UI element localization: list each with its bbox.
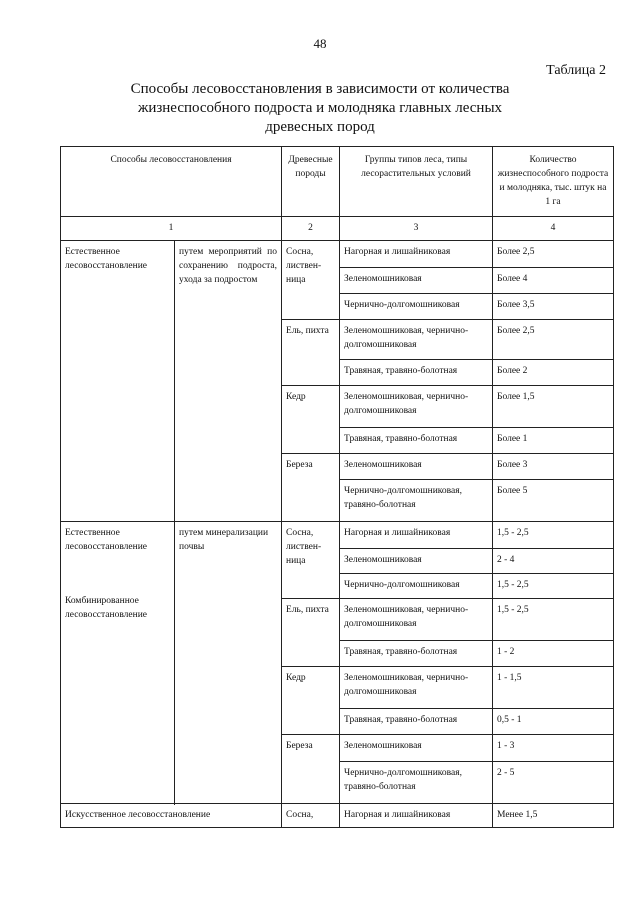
header-forest-types: Группы типов леса, типы лесорастительных условий [340,147,493,217]
forest-type-cell: Зеленомошниковая, чернично-долгомошниковая [340,320,493,360]
quantity-cell: Более 1 [493,428,614,454]
forest-type-cell: Зеленомошниковая [340,735,493,762]
title-line: древесных пород [265,119,375,135]
header-species: Древесные породы [282,147,340,217]
forest-type-cell: Нагорная и лишайниковая [340,804,493,828]
species-cell: Сосна, листвен-ница [282,241,340,320]
column-number: 2 [282,217,340,241]
means-cell: путем минерализации почвы [175,522,282,804]
forest-type-cell: Чернично-долгомошниковая [340,574,493,599]
means-cell: путем мероприятий по сохранению подроста, ухода за подростом [175,241,282,522]
table-label: Таблица 2 [546,63,606,78]
forest-type-cell: Нагорная и лишайниковая [340,522,493,549]
quantity-cell: 1 - 1,5 [493,667,614,709]
forest-type-cell: Травяная, травяно-болотная [340,428,493,454]
quantity-cell: Более 3,5 [493,294,614,320]
table-row [61,804,614,828]
forest-type-cell: Травяная, травяно-болотная [340,360,493,386]
quantity-cell: 2 - 5 [493,762,614,804]
forest-type-cell: Зеленомошниковая, чернично-долгомошниковая [340,599,493,641]
species-cell: Сосна, листвен-ница [282,522,340,599]
title-line: Способы лесовосстановления в зависимости от количества [130,81,510,97]
forest-type-cell: Чернично-долгомошниковая [340,294,493,320]
method-cell: Искусственное лесовосстановление [61,804,282,828]
reforestation-table [60,146,614,828]
quantity-cell: 1,5 - 2,5 [493,599,614,641]
column-number: 1 [61,217,282,241]
quantity-cell: 2 - 4 [493,549,614,574]
quantity-cell: Более 2,5 [493,241,614,268]
quantity-cell: 1 - 2 [493,641,614,667]
forest-type-cell: Зеленомошниковая, чернично-долгомошниковая [340,386,493,428]
column-number: 4 [493,217,614,241]
method-natural: Естественное лесовосстановление [65,528,148,552]
forest-type-cell: Травяная, травяно-болотная [340,709,493,735]
species-cell: Кедр [282,386,340,454]
quantity-cell: Более 2,5 [493,320,614,360]
quantity-cell: Менее 1,5 [493,804,614,828]
quantity-cell: Более 5 [493,480,614,522]
quantity-cell: 1,5 - 2,5 [493,522,614,549]
quantity-cell: Более 4 [493,268,614,294]
quantity-cell: Более 2 [493,360,614,386]
header-methods: Способы лесовосстановления [61,147,282,217]
quantity-cell: 0,5 - 1 [493,709,614,735]
quantity-cell: 1 - 3 [493,735,614,762]
quantity-cell: Более 3 [493,454,614,480]
table-title [0,80,640,137]
forest-type-cell: Чернично-долгомошниковая, травяно-болотная [340,762,493,804]
method-combined: Комбинированное лесовосстановление [65,596,148,620]
quantity-cell: 1,5 - 2,5 [493,574,614,599]
page-number: 48 [313,36,327,51]
table-header-row [61,147,614,217]
species-cell: Ель, пихта [282,599,340,667]
method-cell [61,522,175,804]
table-row [61,241,614,268]
title-line: жизнеспособного подроста и молодняка главных лесных [137,100,503,116]
forest-type-cell: Чернично-долгомошниковая, травяно-болотная [340,480,493,522]
header-quantity: Количество жизнеспособного подроста и молодняка, тыс. штук на 1 га [493,147,614,217]
species-cell: Сосна, [282,804,340,828]
forest-type-cell: Зеленомошниковая [340,549,493,574]
forest-type-cell: Зеленомошниковая [340,454,493,480]
table-row [61,522,614,549]
forest-type-cell: Травяная, травяно-болотная [340,641,493,667]
forest-type-cell: Нагорная и лишайниковая [340,241,493,268]
forest-type-cell: Зеленомошниковая, чернично-долгомошниковая [340,667,493,709]
species-cell: Кедр [282,667,340,735]
method-cell: Естественное лесовосстановление [61,241,175,522]
species-cell: Ель, пихта [282,320,340,386]
forest-type-cell: Зеленомошниковая [340,268,493,294]
species-cell: Береза [282,735,340,804]
column-number: 3 [340,217,493,241]
column-number-row [61,217,614,241]
quantity-cell: Более 1,5 [493,386,614,428]
species-cell: Береза [282,454,340,522]
